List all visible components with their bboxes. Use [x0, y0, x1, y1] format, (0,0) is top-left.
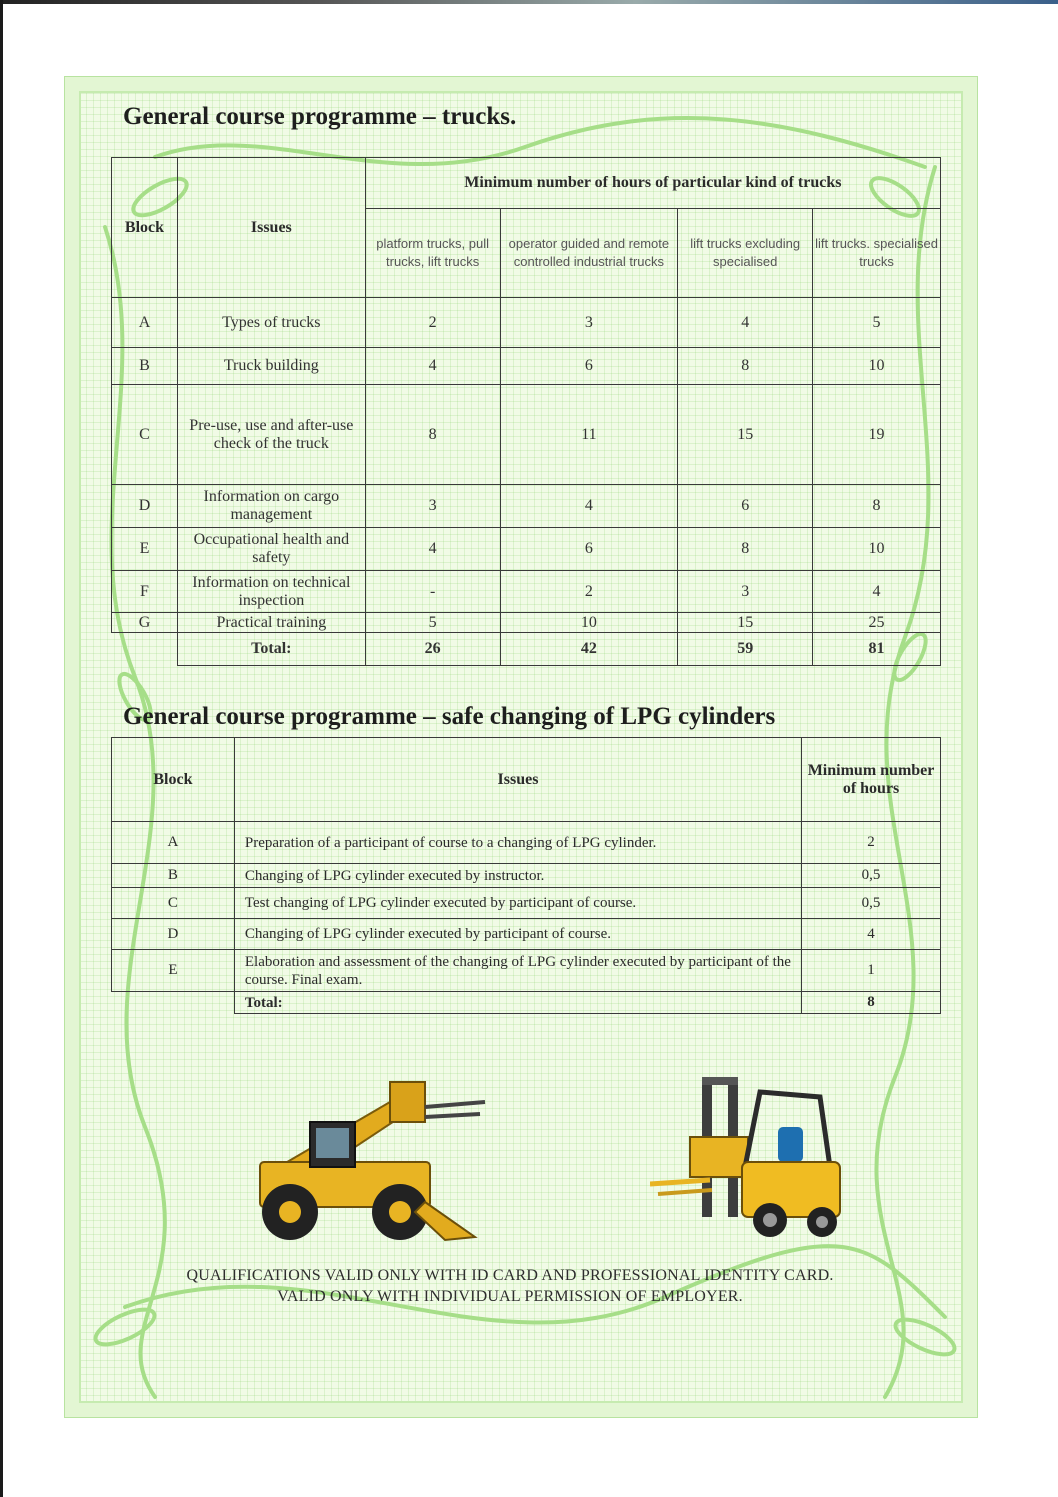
- hours-cell: 3: [678, 571, 813, 613]
- column-header: platform trucks, pull trucks, lift trucks: [365, 209, 500, 298]
- hours-cell: 6: [500, 348, 678, 385]
- hours-cell: 11: [500, 385, 678, 485]
- table-row: [112, 571, 941, 613]
- hours-cell: 4: [802, 919, 941, 950]
- hours-cell: 1: [802, 950, 941, 992]
- column-header: operator guided and remote controlled industrial trucks: [500, 209, 678, 298]
- total-hours: 59: [678, 633, 813, 666]
- issue-cell: Elaboration and assessment of the changing of LPG cylinder executed by participant of the course. Final exam.: [234, 950, 801, 992]
- issue-cell: Changing of LPG cylinder executed by participant of course.: [234, 919, 801, 950]
- issue-cell: Test changing of LPG cylinder executed by participant of course.: [234, 888, 801, 919]
- hours-cell: 0,5: [802, 864, 941, 888]
- validity-note: [120, 1265, 900, 1307]
- issue-cell: Truck building: [177, 348, 365, 385]
- column-header: lift trucks. specialised trucks: [813, 209, 941, 298]
- issue-cell: Pre-use, use and after-use check of the truck: [177, 385, 365, 485]
- block-cell: B: [112, 348, 178, 385]
- block-cell: A: [112, 822, 235, 864]
- lpg-title: General course programme – safe changing of LPG cylinders: [123, 703, 776, 730]
- hours-cell: 10: [813, 348, 941, 385]
- hours-cell: -: [365, 571, 500, 613]
- header-issues: Issues: [177, 158, 365, 298]
- issue-cell: Preparation of a participant of course to a changing of LPG cylinder.: [234, 822, 801, 864]
- table-row: [112, 613, 941, 633]
- hours-cell: 4: [678, 298, 813, 348]
- total-row: [112, 633, 941, 666]
- validity-line-1: QUALIFICATIONS VALID ONLY WITH ID CARD AND PROFESSIONAL IDENTITY CARD.: [186, 1267, 834, 1284]
- issue-cell: Information on technical inspection: [177, 571, 365, 613]
- total-hours: 8: [802, 992, 941, 1014]
- hours-cell: 15: [678, 613, 813, 633]
- header-block: Block: [112, 158, 178, 298]
- table-row: [112, 348, 941, 385]
- hours-cell: 4: [813, 571, 941, 613]
- block-cell: F: [112, 571, 178, 613]
- issue-cell: Occupational health and safety: [177, 528, 365, 571]
- block-cell: E: [112, 950, 235, 992]
- block-cell: A: [112, 298, 178, 348]
- hours-cell: 5: [813, 298, 941, 348]
- hours-cell: 2: [500, 571, 678, 613]
- table-row: [112, 864, 941, 888]
- header-block: Block: [112, 738, 235, 822]
- issue-cell: Information on cargo management: [177, 485, 365, 528]
- table-row: [112, 822, 941, 864]
- hours-cell: 19: [813, 385, 941, 485]
- hours-cell: 3: [365, 485, 500, 528]
- hours-cell: 8: [678, 528, 813, 571]
- hours-cell: 4: [365, 528, 500, 571]
- hours-cell: 15: [678, 385, 813, 485]
- hours-cell: 4: [365, 348, 500, 385]
- hours-cell: 6: [678, 485, 813, 528]
- total-hours: 26: [365, 633, 500, 666]
- hours-cell: 2: [802, 822, 941, 864]
- total-hours: 81: [813, 633, 941, 666]
- block-cell: E: [112, 528, 178, 571]
- hours-cell: 8: [678, 348, 813, 385]
- hours-cell: 4: [500, 485, 678, 528]
- trucks-table: [111, 157, 941, 666]
- hours-cell: 10: [500, 613, 678, 633]
- header-issues: Issues: [234, 738, 801, 822]
- header-hours: Minimum number of hours: [802, 738, 941, 822]
- lpg-table: [111, 737, 941, 1014]
- table-row: [112, 528, 941, 571]
- hours-cell: 25: [813, 613, 941, 633]
- table-row: [112, 298, 941, 348]
- issue-cell: Types of trucks: [177, 298, 365, 348]
- hours-cell: 0,5: [802, 888, 941, 919]
- table-row: [112, 888, 941, 919]
- column-header: lift trucks excluding specialised: [678, 209, 813, 298]
- table-row: [112, 950, 941, 992]
- hours-cell: 8: [813, 485, 941, 528]
- trucks-title: General course programme – trucks.: [123, 103, 517, 130]
- block-cell: D: [112, 485, 178, 528]
- hours-cell: 3: [500, 298, 678, 348]
- telehandler-image: [240, 1062, 490, 1247]
- table-row: [112, 485, 941, 528]
- block-cell: B: [112, 864, 235, 888]
- issue-cell: Practical training: [177, 613, 365, 633]
- total-label: Total:: [177, 633, 365, 666]
- block-cell: C: [112, 888, 235, 919]
- hours-cell: 6: [500, 528, 678, 571]
- hours-cell: 5: [365, 613, 500, 633]
- total-label: Total:: [234, 992, 801, 1014]
- header-hours: Minimum number of hours of particular kind of trucks: [365, 158, 940, 209]
- hours-cell: 2: [365, 298, 500, 348]
- table-row: [112, 919, 941, 950]
- issue-cell: Changing of LPG cylinder executed by instructor.: [234, 864, 801, 888]
- block-cell: C: [112, 385, 178, 485]
- block-cell: G: [112, 613, 178, 633]
- total-row: [112, 992, 941, 1014]
- table-row: [112, 385, 941, 485]
- block-cell: D: [112, 919, 235, 950]
- scan-left-edge: [0, 0, 3, 1497]
- scan-top-edge: [0, 0, 1058, 4]
- validity-line-2: VALID ONLY WITH INDIVIDUAL PERMISSION OF EMPLOYER.: [277, 1288, 743, 1305]
- total-hours: 42: [500, 633, 678, 666]
- forklift-image: [650, 1072, 845, 1244]
- hours-cell: 8: [365, 385, 500, 485]
- hours-cell: 10: [813, 528, 941, 571]
